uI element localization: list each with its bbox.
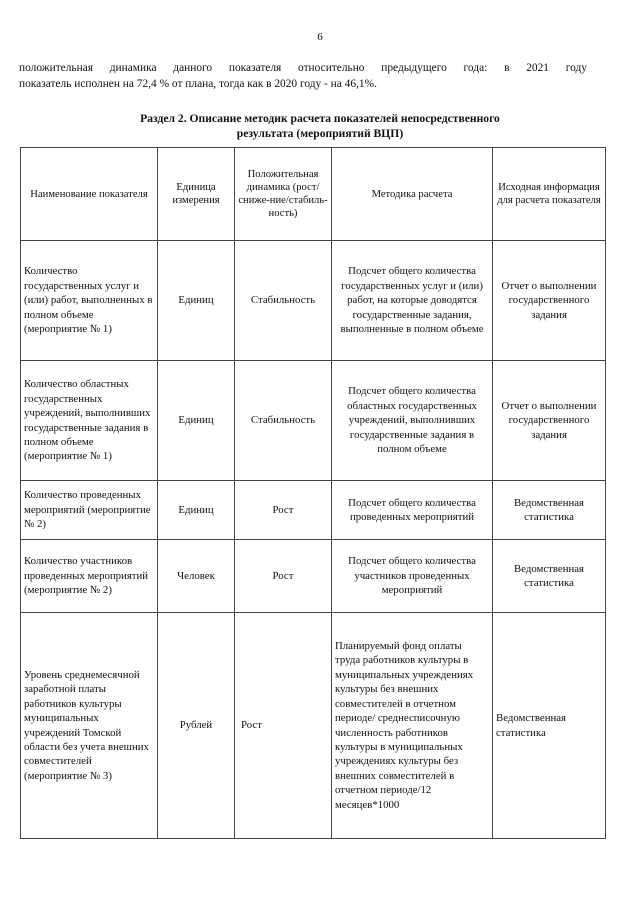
- cell-source: Ведомственная статистика: [493, 481, 606, 540]
- header-indicator-name: Наименование показателя: [21, 148, 158, 241]
- header-unit: Единица измерения: [158, 148, 235, 241]
- intro-line-2: показатель исполнен на 72,4 % от плана, тогда как в 2020 году - на 46,1%.: [19, 77, 377, 90]
- cell-dynamics: Стабильность: [235, 241, 332, 361]
- cell-dynamics: Рост: [235, 613, 332, 839]
- cell-dynamics: Рост: [235, 540, 332, 613]
- intro-paragraph: [19, 61, 587, 92]
- header-source: Исходная информация для расчета показателя: [493, 148, 606, 241]
- header-method: Методика расчета: [332, 148, 493, 241]
- cell-indicator-name: Уровень среднемесячной заработной платы работников культуры муниципальных учреждений Томской области без учета внешних совместителей (мероприятие № 3): [21, 613, 158, 839]
- cell-dynamics: Рост: [235, 481, 332, 540]
- cell-indicator-name: Количество областных государственных учреждений, выполнивших государственные задания в полном объеме (мероприятие № 1): [21, 361, 158, 481]
- table-row: [21, 613, 606, 839]
- table-row: [21, 241, 606, 361]
- intro-line-1: положительная динамика данного показателя относительно предыдущего года: в 2021 году: [19, 62, 587, 74]
- header-dynamics: Положительная динамика (рост/сниже-ние/стабиль-ность): [235, 148, 332, 241]
- cell-source: Ведомственная статистика: [493, 540, 606, 613]
- page-number: 6: [317, 31, 323, 43]
- cell-unit: Человек: [158, 540, 235, 613]
- cell-indicator-name: Количество проведенных мероприятий (мероприятие № 2): [21, 481, 158, 540]
- cell-unit: Единиц: [158, 241, 235, 361]
- table-row: [21, 481, 606, 540]
- section-title-line-2: результата (мероприятий ВЦП): [236, 126, 404, 140]
- cell-indicator-name: Количество участников проведенных мероприятий (мероприятие № 2): [21, 540, 158, 613]
- cell-method: Подсчет общего количества государственных услуг и (или) работ, на которые доводятся государственные задания, выполненные в полном объеме: [332, 241, 493, 361]
- cell-unit: Единиц: [158, 481, 235, 540]
- table-row: [21, 540, 606, 613]
- cell-dynamics: Стабильность: [235, 361, 332, 481]
- cell-unit: Рублей: [158, 613, 235, 839]
- cell-unit: Единиц: [158, 361, 235, 481]
- cell-method: Подсчет общего количества участников проведенных мероприятий: [332, 540, 493, 613]
- cell-source: Отчет о выполнении государственного задания: [493, 241, 606, 361]
- cell-method: Подсчет общего количества областных государственных учреждений, выполнивших государственные задания в полном объеме: [332, 361, 493, 481]
- cell-source: Отчет о выполнении государственного задания: [493, 361, 606, 481]
- cell-method: Подсчет общего количества проведенных мероприятий: [332, 481, 493, 540]
- cell-source: Ведомственная статистика: [493, 613, 606, 839]
- section-title-line-1: Раздел 2. Описание методик расчета показателей непосредственного: [140, 112, 500, 125]
- table-header-row: [21, 148, 606, 241]
- cell-method: Планируемый фонд оплаты труда работников культуры в муниципальных учреждениях культуры без внешних совместителей в отчетном периоде/ среднесписочную численность работников культуры в муниципальных учреждениях культуры без внешних совместителей в отчетном периоде/12 месяцев*1000: [332, 613, 493, 839]
- section-heading: [0, 112, 640, 141]
- cell-indicator-name: Количество государственных услуг и (или) работ, выполненных в полном объеме (мероприятие № 1): [21, 241, 158, 361]
- methods-table: [20, 147, 606, 839]
- table-row: [21, 361, 606, 481]
